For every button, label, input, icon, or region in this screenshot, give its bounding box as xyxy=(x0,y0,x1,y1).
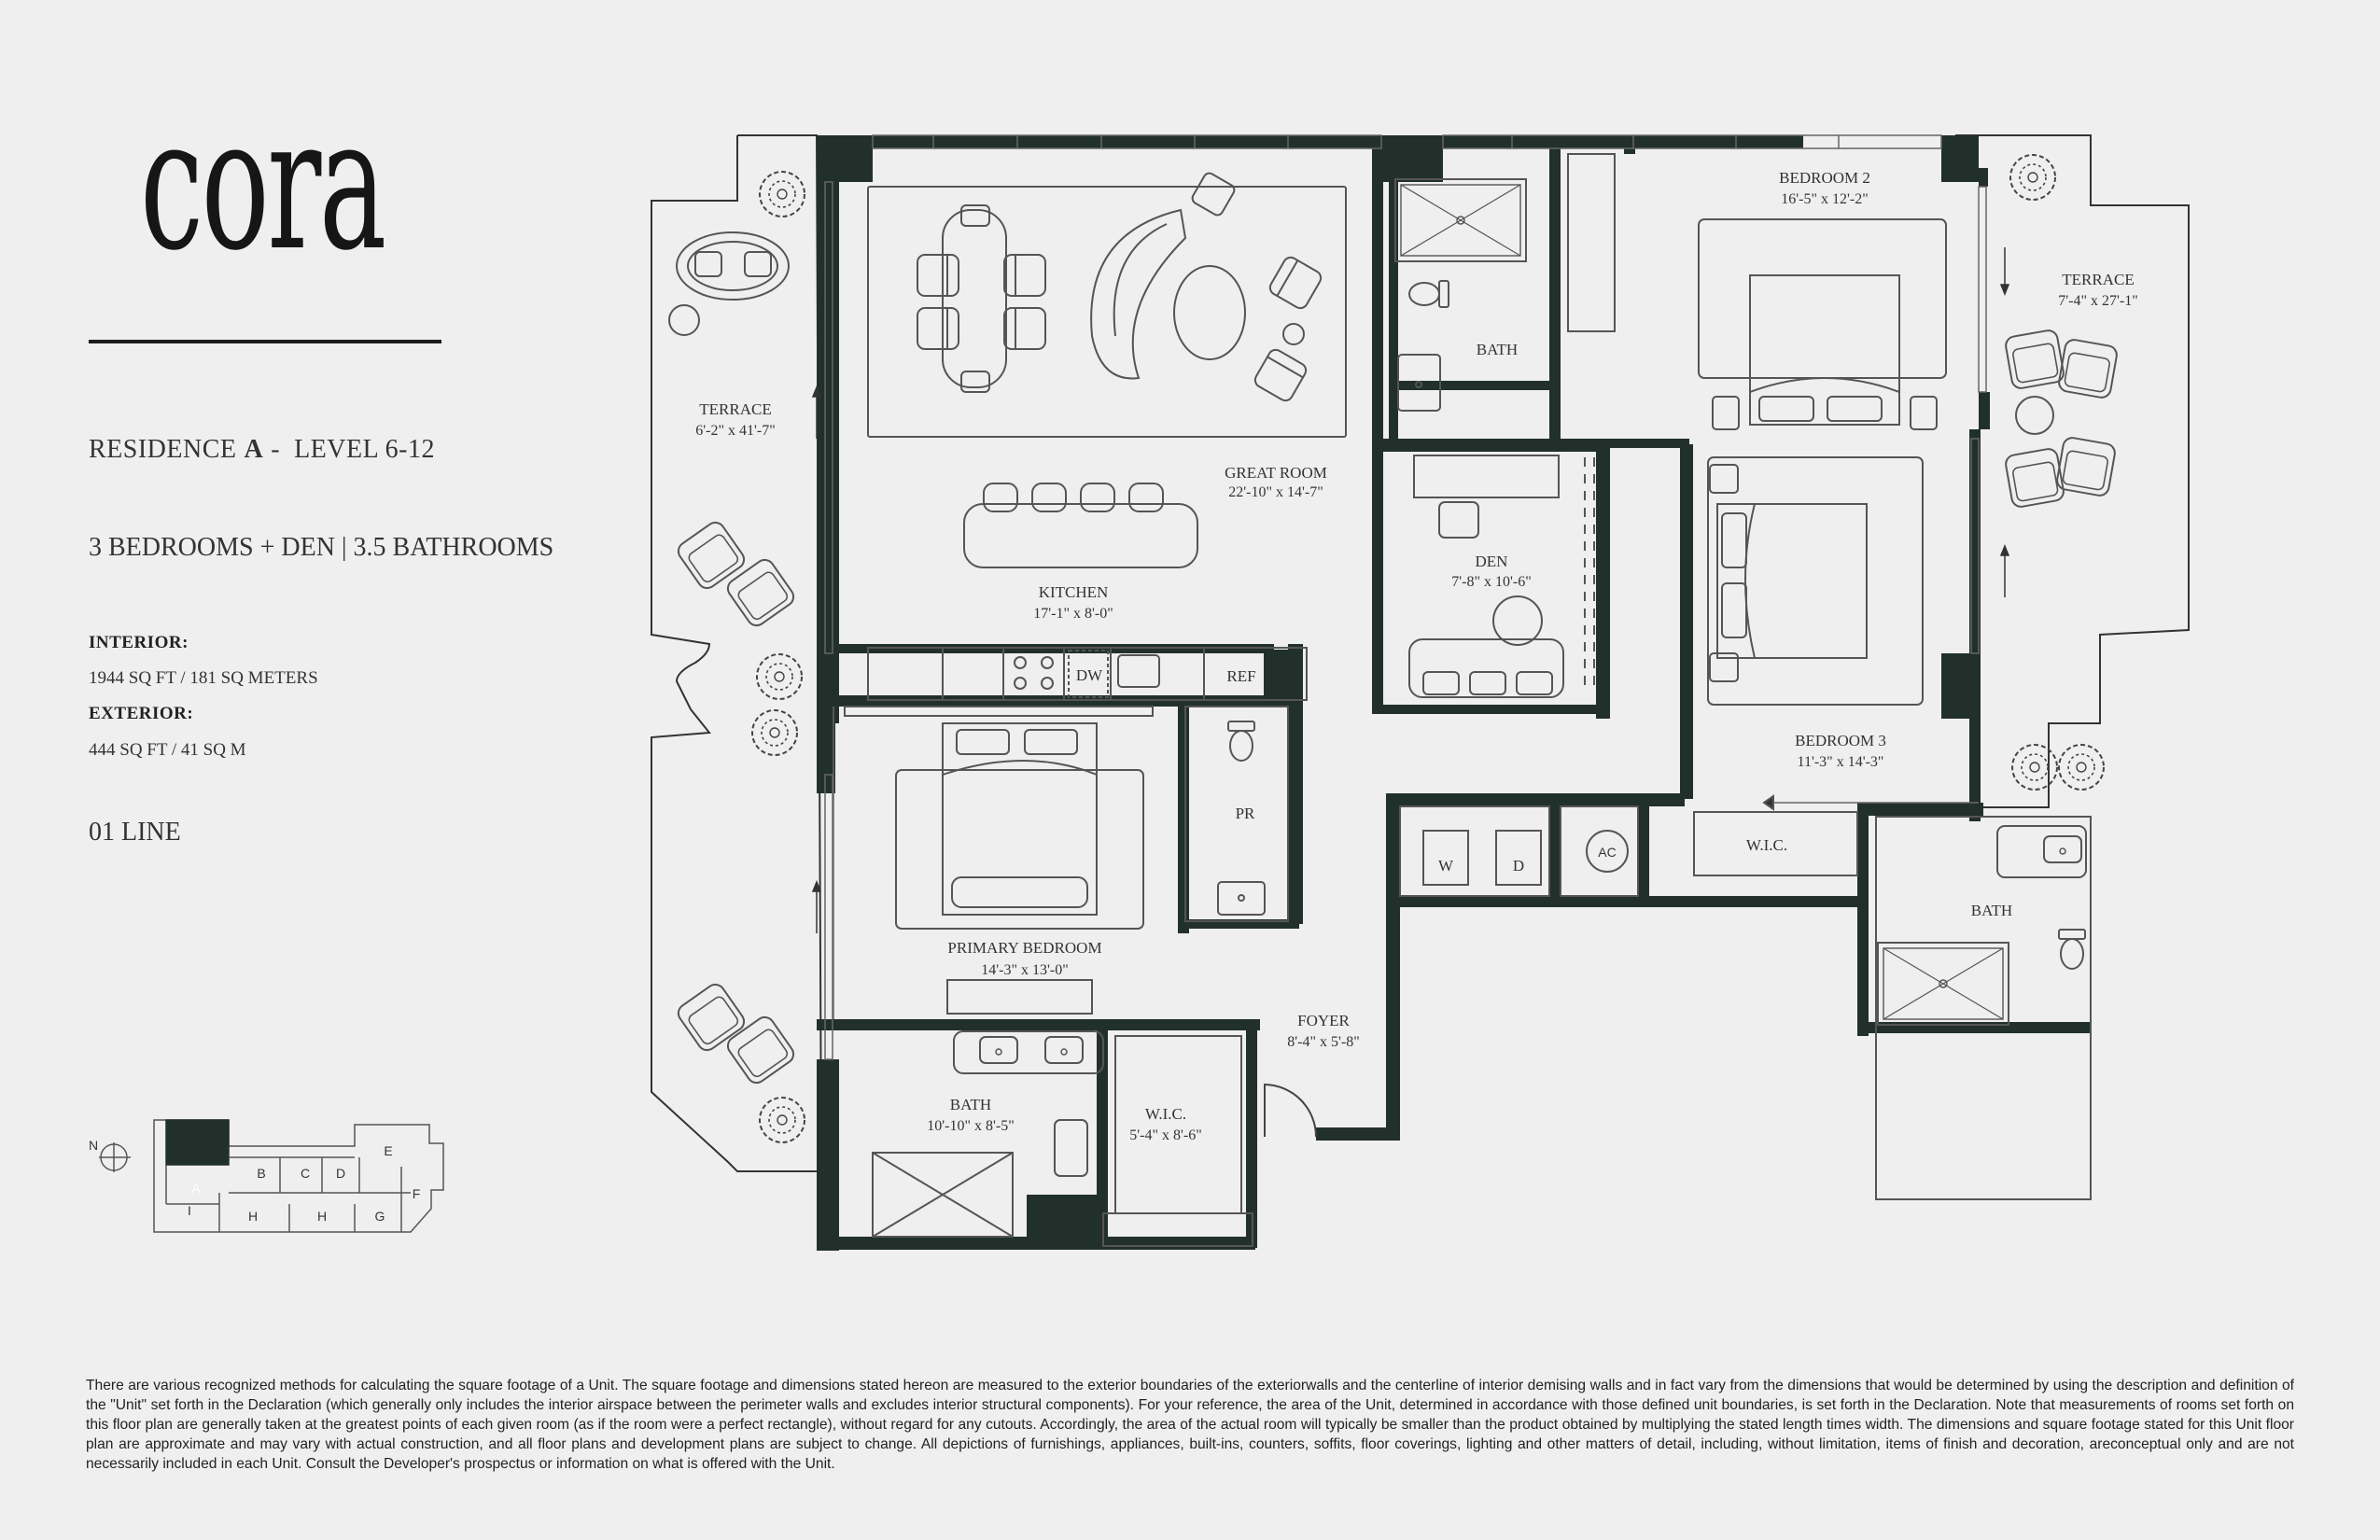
kitchen-name: KITCHEN xyxy=(1038,583,1109,601)
key-unit-h2: H xyxy=(316,1209,328,1224)
terrace-right-dims: 7'-4" x 27'-1" xyxy=(2058,293,2138,309)
terrace-left-furniture xyxy=(669,232,797,1086)
great-room-name: GREAT ROOM xyxy=(1225,464,1327,482)
bedroom3-dims: 11'-3" x 14'-3" xyxy=(1797,754,1884,770)
bath3-name: BATH xyxy=(1970,902,2013,919)
terrace-left-dims: 6'-2" x 41'-7" xyxy=(695,423,776,439)
bedroom2-dims: 16'-5" x 12'-2" xyxy=(1781,191,1869,207)
primary-wic-dims: 5'-4" x 8'-6" xyxy=(1129,1127,1202,1143)
cora-logo: cora xyxy=(140,78,385,291)
terrace-right-name: TERRACE xyxy=(2062,271,2135,288)
exterior-label: EXTERIOR: xyxy=(89,704,194,723)
kitchen-dims: 17'-1" x 8'-0" xyxy=(1033,606,1113,622)
primary-bath-dims: 10'-10" x 8'-5" xyxy=(927,1118,1015,1134)
den-name: DEN xyxy=(1475,553,1508,570)
residence-level: LEVEL 6-12 xyxy=(294,435,435,464)
primary-bath-name: BATH xyxy=(949,1096,992,1113)
bedrooms-bathrooms: 3 BEDROOMS + DEN | 3.5 BATHROOMS xyxy=(89,533,554,562)
disclaimer-text: There are various recognized methods for calculating the square footage of a Unit. The square footage and dimensions stated hereon are measured to the exterior boundaries of the exteriorwalls and the centerline of interior demising walls and in fact vary from the dimensions that would be determined by using the description and definition of the "Unit" set forth in the Declaration (which generally only includes the interior airspace between the perimeter walls and excludes interior structural components). For your reference, the area of the Unit, determined in accordance with those defined unit boundaries, is set forth in the Declaration. Note that measurements of rooms set forth on this floor plan are generally taken at the greatest points of each given room (as if the room were a perfect rectangle), without regard for any cutouts. Accordingly, the area of the actual room will typically be smaller than the product obtained by multiplying the stated length times width. The dimensions and square footage stated for this Unit floor plan are approximate and may vary with actual construction, and all floor plans and development plans are subject to change. All depictions of furnishings, appliances, built-ins, counters, soffits, floor coverings, lighting and other matters of detail, including, without limitation, items of finish and decoration, areconceptual only and are not necessarily included in each Unit. Consult the Developer's prospectus or information on what is offered with the Unit. xyxy=(86,1378,2294,1472)
key-unit-g: G xyxy=(374,1209,385,1224)
terrace-left-name: TERRACE xyxy=(699,400,772,418)
interior-value: 1944 SQ FT / 181 SQ METERS xyxy=(89,668,318,688)
washer-label: W xyxy=(1437,857,1454,875)
foyer-dims: 8'-4" x 5'-8" xyxy=(1287,1034,1360,1050)
foyer-name: FOYER xyxy=(1297,1012,1350,1029)
entry-door xyxy=(1265,1085,1316,1137)
den-dims: 7'-8" x 10'-6" xyxy=(1451,574,1532,590)
great-room-furniture xyxy=(868,171,1346,437)
wic3-name: W.I.C. xyxy=(1745,836,1788,854)
line-label: 01 LINE xyxy=(89,818,181,847)
residence-label: RESIDENCE xyxy=(89,435,237,464)
refrigerator-label: REF xyxy=(1226,667,1256,685)
primary-bedroom-name: PRIMARY BEDROOM xyxy=(947,939,1102,957)
great-room-dims: 22'-10" x 14'-7" xyxy=(1228,484,1323,500)
key-unit-b: B xyxy=(257,1166,266,1181)
primary-wic-name: W.I.C. xyxy=(1144,1105,1187,1123)
key-north-label: N xyxy=(88,1138,99,1153)
key-unit-f: F xyxy=(412,1186,421,1201)
terrace-arrows xyxy=(813,247,2009,933)
key-unit-e: E xyxy=(384,1143,393,1158)
windows xyxy=(825,135,1986,1059)
key-unit-h1: H xyxy=(247,1209,259,1224)
dishwasher-label: DW xyxy=(1075,666,1103,684)
primary-bedroom-dims: 14'-3" x 13'-0" xyxy=(981,962,1069,978)
laundry-fixtures xyxy=(1400,806,1857,896)
residence-letter: A xyxy=(244,435,264,464)
bedroom2-furniture xyxy=(1699,219,1946,429)
ac-label: AC xyxy=(1598,845,1617,860)
bedroom2-name: BEDROOM 2 xyxy=(1779,169,1870,187)
key-unit-a: A xyxy=(191,1181,201,1196)
key-unit-c: C xyxy=(300,1166,311,1181)
powder-room-name: PR xyxy=(1235,805,1255,822)
residence-separator: - xyxy=(271,435,281,464)
interior-label: INTERIOR: xyxy=(89,633,189,652)
bath3-fixtures xyxy=(1876,817,2091,1199)
bedroom3-name: BEDROOM 3 xyxy=(1795,732,1886,749)
hall-bath-fixtures xyxy=(1395,154,1615,411)
key-unit-d: D xyxy=(335,1166,346,1181)
exterior-value: 444 SQ FT / 41 SQ M xyxy=(89,740,246,760)
key-plan xyxy=(99,1120,443,1232)
terrace-right-outline xyxy=(1955,135,2189,807)
key-unit-i: I xyxy=(188,1203,191,1218)
terrace-right-furniture xyxy=(2005,329,2119,509)
hall-bath-name: BATH xyxy=(1476,341,1519,358)
dryer-label: D xyxy=(1512,857,1525,875)
